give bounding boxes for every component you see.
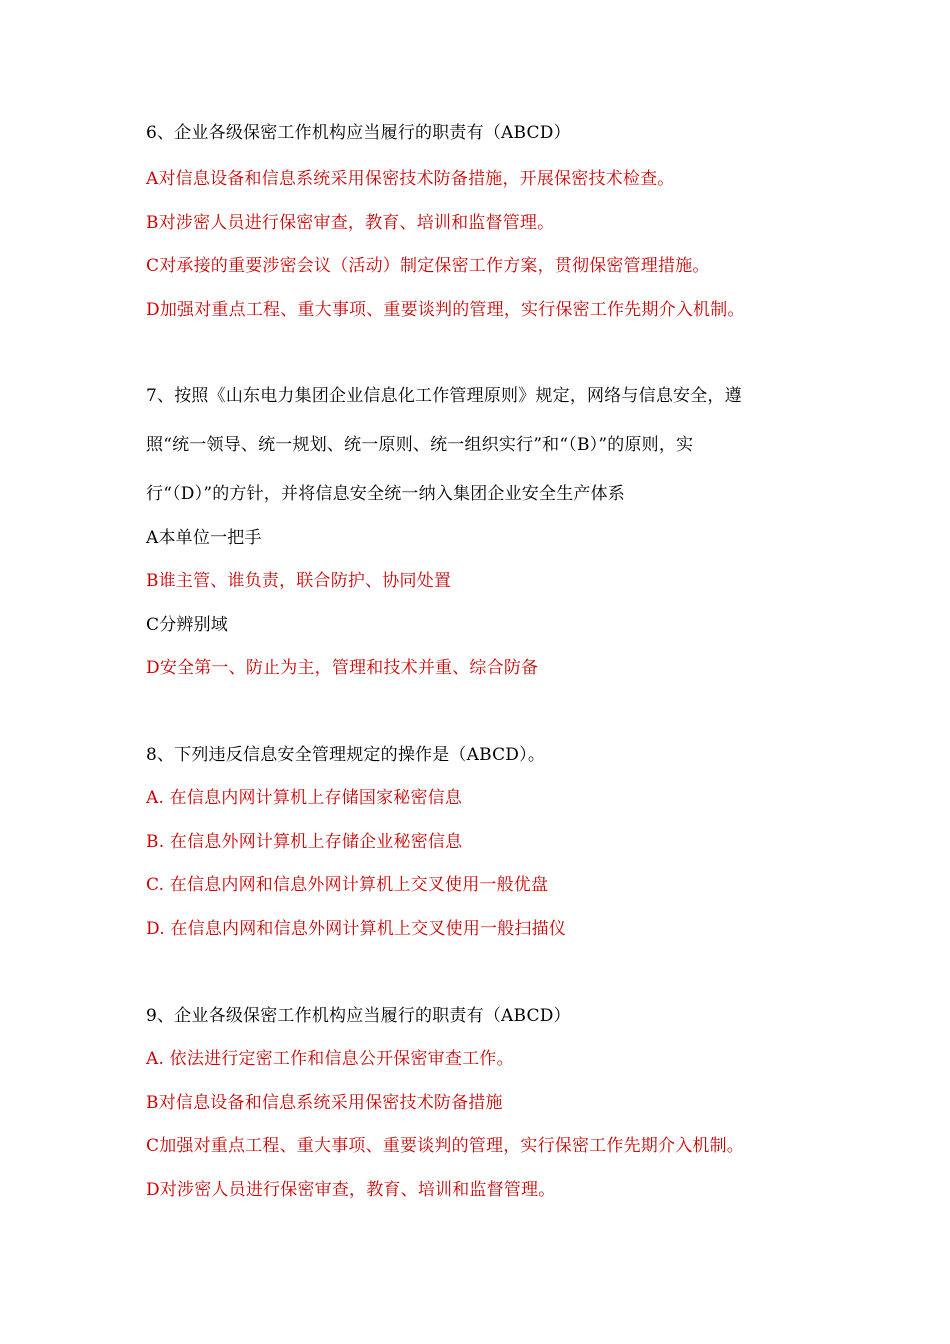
question-9-option-b: B对信息设备和信息系统采用保密技术防备措施: [146, 1093, 503, 1113]
question-7-option-d: D安全第一、防止为主，管理和技术并重、综合防备: [146, 658, 539, 678]
question-8-option-c: C. 在信息内网和信息外网计算机上交叉使用一般优盘: [146, 875, 549, 895]
question-9-stem: 9、企业各级保密工作机构应当履行的职责有（ABCD）: [146, 1006, 571, 1026]
question-9-option-d: D对涉密人员进行保密审查，教育、培训和监督管理。: [146, 1180, 556, 1200]
question-6-option-d: D加强对重点工程、重大事项、重要谈判的管理，实行保密工作先期介入机制。: [146, 300, 745, 320]
question-7-stem-line-1: 7、按照《山东电力集团企业信息化工作管理原则》规定，网络与信息安全，遵: [146, 386, 742, 406]
question-6-option-b: B对涉密人员进行保密审查，教育、培训和监督管理。: [146, 213, 555, 233]
question-7-option-b: B谁主管、谁负责，联合防护、协同处置: [146, 571, 452, 591]
question-6-option-a: A对信息设备和信息系统采用保密技术防备措施，开展保密技术检查。: [146, 169, 675, 189]
question-7-stem-line-2: 照“统一领导、统一规划、统一原则、统一组织实行”和“（B）”的原则，实: [146, 435, 694, 455]
question-9-option-c: C加强对重点工程、重大事项、重要谈判的管理，实行保密工作先期介入机制。: [146, 1136, 745, 1156]
question-9-option-a: A. 依法进行定密工作和信息公开保密审查工作。: [146, 1049, 514, 1069]
question-7-stem-line-3: 行“（D）”的方针，并将信息安全统一纳入集团企业安全生产体系: [146, 484, 626, 504]
question-8-option-d: D. 在信息内网和信息外网计算机上交叉使用一般扫描仪: [146, 919, 567, 939]
question-7-option-a: A本单位一把手: [146, 528, 262, 548]
question-6-option-c: C对承接的重要涉密会议（活动）制定保密工作方案，贯彻保密管理措施。: [146, 256, 710, 276]
question-8-option-a: A. 在信息内网计算机上存储国家秘密信息: [146, 788, 463, 808]
question-8-option-b: B. 在信息外网计算机上存储企业秘密信息: [146, 832, 463, 852]
question-7-option-c: C分辨别域: [146, 615, 229, 635]
question-8-stem: 8、下列违反信息安全管理规定的操作是（ABCD）。: [146, 745, 546, 765]
question-6-stem: 6、企业各级保密工作机构应当履行的职责有（ABCD）: [146, 123, 571, 143]
